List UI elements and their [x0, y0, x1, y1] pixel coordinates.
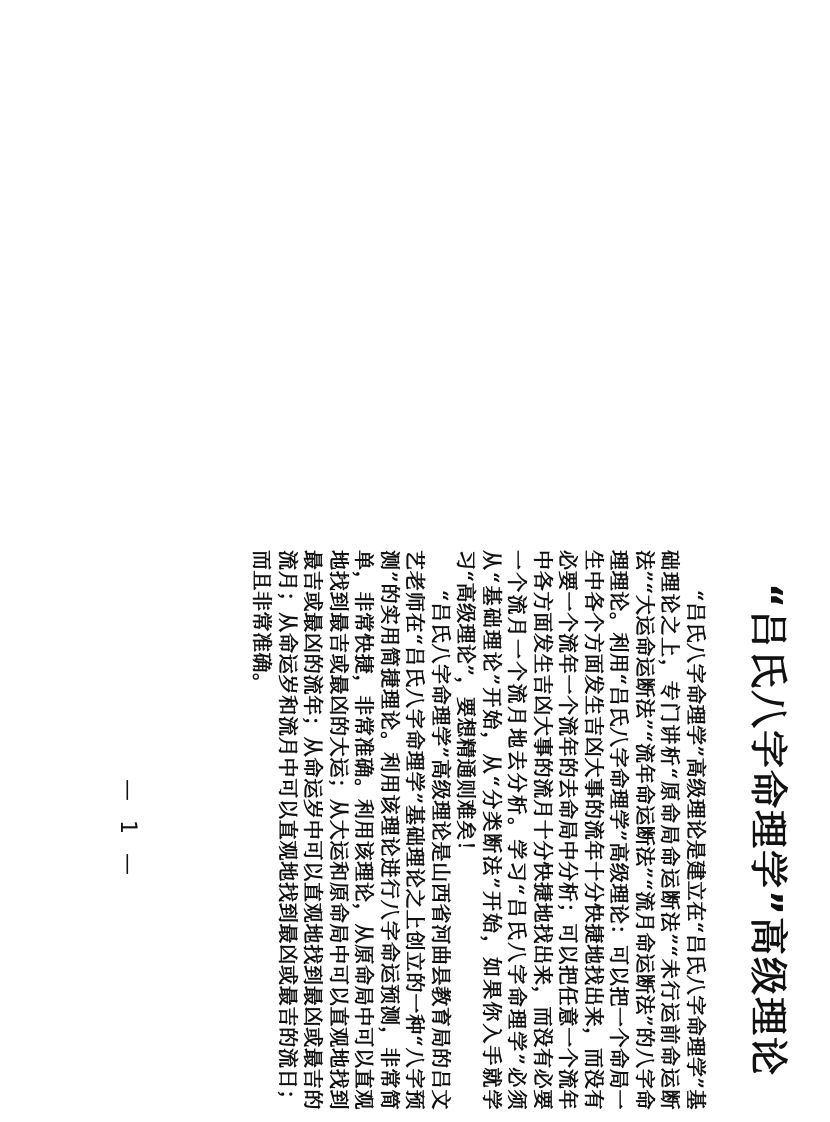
- document-title: “吕氏八字命理学”高级理论: [746, 583, 790, 1077]
- document-body: [249, 550, 708, 1110]
- paragraph-2: “吕氏八字命理学”高级理论是山西省河曲县教育局的吕文艺老师在“吕氏八字命理学”基础理论之上创立的一种“八字预测”的实用简捷理论。利用该理论进行八字命运预测，非常简单，非常快捷，非常准确。利用该理论，从原命局中可以直观地找到最吉或最凶的大运；从大运和原命局中可以直观地找到最吉或最凶的流年；从命运岁中可以直观地找到最凶或最吉的流月；从命运岁和流月中可以直观地找到最凶或最吉的流日；而且非常准确。: [250, 550, 453, 1110]
- rotated-page-content: [112, 550, 812, 1110]
- page-number: — 1 —: [115, 779, 140, 881]
- paragraph-1: “吕氏八字命理学”高级理论是建立在“吕氏八字命理学”基础理论之上，专门讲析“原命局命运断法”“未行运前命运断法”“大运命运断法”“流年命运断法”“流月命运断法”的八字命理理论。利用“吕氏八字命理学”高级理论：可以把一个命局一生中各个方面发生吉凶大事的流年十分快捷地找出来，而没有必要一个流年一个流年的去命局中分析；可以把任意一个流年中各方面发生吉凶大事的流月十分快捷地找出来，而没有必要一个流月一个流月地去分析。学习“吕氏八字命理学”必须从“基础理论”开始，从“分类断法”开始，如果你入手就学习“高级理论”，要想精通则难矣！: [454, 550, 708, 1110]
